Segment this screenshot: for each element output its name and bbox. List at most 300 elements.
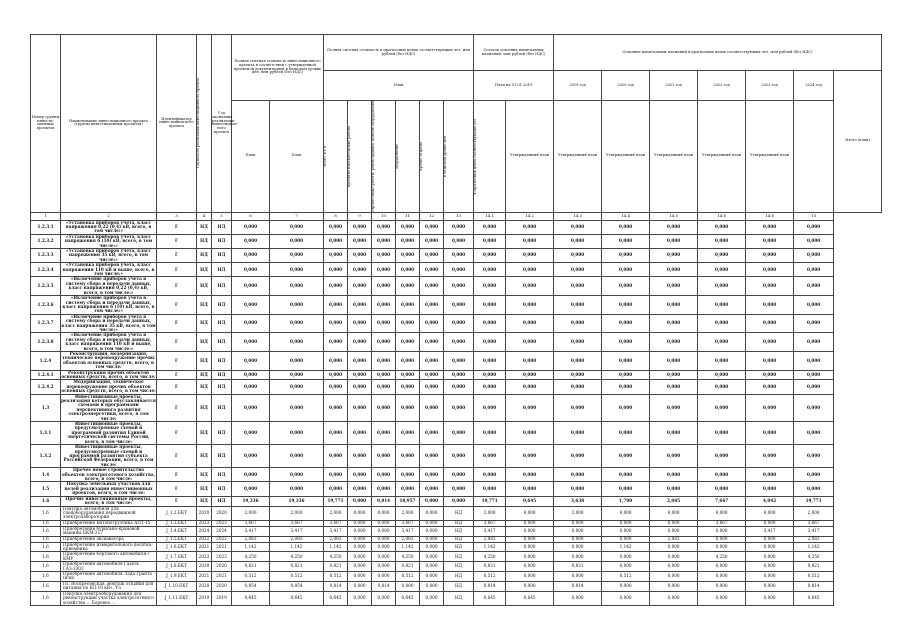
cell-base-plan: 1,142: [232, 542, 270, 552]
cell-remaining-base: 0,000: [444, 394, 474, 421]
cell-plan-2020: 0,000: [554, 333, 602, 352]
cell-plan-2023: 0,000: [698, 314, 746, 333]
cell-plan-2022: 0,000: [650, 296, 698, 315]
cell-forecast-total: 0,000: [324, 468, 348, 482]
cell-plan-2022: 0,000: [650, 263, 698, 277]
header-year-2024: 2024 год: [794, 71, 834, 101]
cell-design-works: 0,000: [348, 496, 372, 506]
cell-remaining-base: НД: [444, 536, 474, 542]
cell-remaining-forecast: 0,000: [474, 314, 506, 333]
cell-plan-2019: 0,000: [506, 314, 554, 333]
header-project-name: Наименование инвестиционного проекта (группы инвестиционных проектов): [61, 35, 157, 213]
cell-plan-2024: 0,000: [746, 234, 794, 248]
cell-remaining-forecast: 2,083: [474, 536, 506, 542]
cell-base-plan: 0,000: [232, 351, 270, 370]
cell-forecast-total: 0,000: [324, 482, 348, 496]
cell-remaining-forecast: 0,000: [474, 380, 506, 394]
cell-total-plan: 0,000: [794, 249, 834, 263]
cell-plan-2023: 0,000: [698, 506, 746, 520]
cell-equipment: 0,000: [396, 234, 420, 248]
cell-remaining-forecast: 0,000: [474, 263, 506, 277]
cell-start-year: 2024: [197, 526, 212, 536]
cell-plan-2021: 0,000: [602, 422, 650, 445]
cell-plan-2024: 0,000: [746, 394, 794, 421]
column-number: 14.3: [554, 212, 602, 220]
cell-remaining-forecast: 0,000: [474, 296, 506, 315]
cell-base-plan: 0,000: [232, 263, 270, 277]
cell-end-year: 2023: [212, 552, 232, 562]
cell-other-costs: 0,000: [420, 572, 444, 582]
cell-project-id: Г: [157, 422, 197, 445]
cell-design-works: 0,000: [348, 542, 372, 552]
cell-project-name: «Включение приборов учета в систему сбора и передачи данных, класс напряжения 110 кВ и выше, всего, в том числе:»: [61, 333, 157, 352]
cell-remaining-base: НД: [444, 526, 474, 536]
cell-forecast-total: 0,000: [324, 422, 348, 445]
cell-remaining-forecast: 0,814: [474, 581, 506, 591]
cell-base-plan: 0,000: [232, 370, 270, 380]
cell-plan-2022: 0,000: [650, 552, 698, 562]
cell-base-plan-2: 2,000: [270, 506, 324, 520]
cell-equipment: 0,000: [396, 296, 420, 315]
cell-other-costs: 0,000: [420, 370, 444, 380]
column-numbers: [31, 212, 882, 220]
cell-total-plan: 0,000: [794, 351, 834, 370]
cell-end-year: НД: [212, 422, 232, 445]
table-row: [31, 263, 882, 277]
cell-plan-2022: 0,000: [650, 277, 698, 296]
cell-plan-2020: 0,000: [554, 370, 602, 380]
header-forecast-cost: Полная сметная стоимость в прогнозных ценах соответствующих лет, млн рублей (без НДС): [324, 35, 474, 71]
cell-plan-2021: 0,000: [602, 263, 650, 277]
cell-remaining-forecast: 4,250: [474, 552, 506, 562]
cell-start-year: 2019: [197, 591, 212, 605]
cell-plan-2020: 0,000: [554, 445, 602, 468]
cell-remaining-forecast: 0,000: [474, 482, 506, 496]
cell-group-number: 1.6: [31, 536, 61, 542]
cell-start-year: НД: [197, 314, 212, 333]
cell-other-costs: 0,000: [420, 234, 444, 248]
cell-design-works: 0,000: [348, 552, 372, 562]
cell-remaining-base: 0,000: [444, 496, 474, 506]
cell-plan-2022: 0,000: [650, 249, 698, 263]
table-row: [31, 249, 882, 263]
header-year-2022: 2022 год: [698, 71, 746, 101]
cell-design-works: 0,000: [348, 445, 372, 468]
cell-group-number: 1.2.3.5: [31, 277, 61, 296]
cell-plan-2020: 0,000: [554, 394, 602, 421]
cell-plan-2024: 0,000: [746, 562, 794, 572]
cell-remaining-forecast: 0,000: [474, 277, 506, 296]
cell-start-year: НД: [197, 263, 212, 277]
cell-other-costs: 0,000: [420, 422, 444, 445]
cell-plan-2024: 0,000: [746, 351, 794, 370]
cell-end-year: 2022: [212, 536, 232, 542]
cell-group-number: 1.6: [31, 520, 61, 526]
cell-equipment: 0,000: [396, 220, 420, 234]
cell-design-works: 0,000: [348, 572, 372, 582]
cell-project-name: ПС Воскресенская, монтаж отпайки для питания по ВЛ-10 кВ», Ул: [61, 581, 157, 591]
cell-other-costs: 0,000: [420, 581, 444, 591]
cell-plan-2020: 0,000: [554, 542, 602, 552]
cell-plan-2021: 0,000: [602, 296, 650, 315]
cell-project-name: Приобретение автомобиля Лада Гранта (или): [61, 572, 157, 582]
cell-remaining-base: НД: [444, 591, 474, 605]
cell-group-number: 1.2.4.1: [31, 370, 61, 380]
cell-base-plan: 0,000: [232, 277, 270, 296]
cell-design-works: 0,000: [348, 422, 372, 445]
cell-remaining-forecast: 0,000: [474, 351, 506, 370]
cell-project-id: J_1.7.ЕКТ: [157, 552, 197, 562]
cell-plan-2022: 0,000: [650, 581, 698, 591]
cell-remaining-base: НД: [444, 520, 474, 526]
cell-remaining-forecast: 0,000: [474, 370, 506, 380]
cell-plan-2019: 0,000: [506, 581, 554, 591]
cell-plan-2019: 0,645: [506, 591, 554, 605]
cell-forecast-total: 0,000: [324, 296, 348, 315]
cell-equipment: 0,000: [396, 445, 420, 468]
cell-plan-2021: 1,142: [602, 542, 650, 552]
header-capital-investment: Освоение капитальных вложений в прогнозных ценах соответствующих лет, млн рублей (без НДС): [554, 35, 882, 71]
cell-other-costs: 0,000: [420, 506, 444, 520]
cell-start-year: НД: [197, 220, 212, 234]
cell-total-plan: 0,814: [794, 581, 834, 591]
cell-end-year: 2019: [212, 591, 232, 605]
cell-plan-2023: 0,000: [698, 536, 746, 542]
cell-remaining-forecast: 0,000: [474, 249, 506, 263]
cell-plan-2021: 0,000: [602, 394, 650, 421]
table-row: [31, 581, 882, 591]
cell-remaining-forecast: 0,512: [474, 572, 506, 582]
cell-project-id: J_1.9.ЕКТ: [157, 572, 197, 582]
cell-plan-2022: 0,000: [650, 394, 698, 421]
cell-other-costs: 0,000: [420, 263, 444, 277]
cell-base-plan-2: 19,336: [270, 496, 324, 506]
cell-group-number: 1.6: [31, 542, 61, 552]
table-body: [31, 220, 882, 605]
cell-plan-2019: 0,000: [506, 234, 554, 248]
cell-end-year: НД: [212, 380, 232, 394]
cell-forecast-total: 0,000: [324, 370, 348, 380]
column-number: 14.5: [650, 212, 698, 220]
cell-other-costs: 0,000: [420, 296, 444, 315]
cell-base-plan-2: 0,000: [270, 380, 324, 394]
cell-plan-2021: 0,000: [602, 591, 650, 605]
cell-plan-2022: 0,000: [650, 468, 698, 482]
cell-construction: 0,000: [372, 380, 396, 394]
cell-base-plan-2: 0,854: [270, 581, 324, 591]
header-plan-2019: Утвержденный план: [506, 101, 554, 213]
cell-plan-2023: 0,000: [698, 370, 746, 380]
cell-start-year: НД: [197, 445, 212, 468]
header-plan-2022: Утвержденный план: [650, 101, 698, 213]
cell-base-plan: 0,000: [232, 249, 270, 263]
cell-project-name: Приобретение автомобиля Газель ГАЗ-3302: [61, 562, 157, 572]
investment-program-sheet: [30, 34, 882, 606]
cell-total-plan: 0,000: [794, 220, 834, 234]
cell-plan-2021: 0,000: [602, 482, 650, 496]
cell-plan-2019: 0,000: [506, 536, 554, 542]
cell-construction: 0,000: [372, 333, 396, 352]
cell-other-costs: 0,000: [420, 468, 444, 482]
cell-plan-2020: 0,000: [554, 220, 602, 234]
cell-base-plan: 0,000: [232, 220, 270, 234]
header-year-2021: 2021 год: [650, 71, 698, 101]
cell-design-works: 0,000: [348, 394, 372, 421]
cell-plan-2023: 0,000: [698, 249, 746, 263]
cell-design-works: 0,000: [348, 314, 372, 333]
cell-forecast-total: 19,771: [324, 496, 348, 506]
cell-plan-2023: 0,000: [698, 277, 746, 296]
cell-plan-2020: 2,000: [554, 506, 602, 520]
cell-base-plan: 19,336: [232, 496, 270, 506]
header-end-year: Год окончания реализации инвестицион-ного проекта: [212, 35, 232, 213]
cell-project-id: Г: [157, 370, 197, 380]
cell-base-plan: 0,000: [232, 468, 270, 482]
table-row: [31, 482, 882, 496]
cell-plan-2023: 0,000: [698, 581, 746, 591]
table-row: [31, 526, 882, 536]
cell-group-number: 1.5: [31, 482, 61, 496]
cell-base-plan: 0,000: [232, 422, 270, 445]
cell-remaining-base: 0,000: [444, 380, 474, 394]
cell-remaining-base: 0,000: [444, 220, 474, 234]
cell-equipment: 0,000: [396, 314, 420, 333]
cell-equipment: 0,000: [396, 380, 420, 394]
cell-plan-2020: 0,000: [554, 572, 602, 582]
cell-forecast-total: 0,512: [324, 572, 348, 582]
column-number: 14.2: [506, 212, 554, 220]
cell-base-plan: 0,000: [232, 445, 270, 468]
cell-plan-2023: 0,000: [698, 422, 746, 445]
cell-plan-2023: 0,000: [698, 234, 746, 248]
cell-remaining-base: 0,000: [444, 314, 474, 333]
cell-end-year: НД: [212, 263, 232, 277]
cell-plan-2019: 0,000: [506, 445, 554, 468]
cell-remaining-base: 0,000: [444, 370, 474, 380]
cell-base-plan: 0,000: [232, 314, 270, 333]
table-row: [31, 370, 882, 380]
cell-end-year: НД: [212, 296, 232, 315]
cell-group-number: 1.2.4: [31, 351, 61, 370]
cell-plan-2024: 0,000: [746, 445, 794, 468]
cell-total-plan: 0,000: [794, 277, 834, 296]
cell-project-name: Прочее новое строительство объектов электросетевого хозяйства, всего, в том числе:: [61, 467, 156, 481]
cell-design-works: 0,000: [348, 482, 372, 496]
cell-plan-2019: 0,645: [506, 496, 554, 506]
column-number: 14.6: [746, 212, 794, 220]
cell-project-name: «Установка приборов учета, класс напряжения 110 кВ и выше, всего, в том числе:»: [61, 263, 157, 277]
cell-design-works: 0,000: [348, 277, 372, 296]
cell-project-id: Г: [157, 394, 197, 421]
cell-equipment: 0,000: [396, 422, 420, 445]
cell-plan-2020: 0,814: [554, 581, 602, 591]
cell-group-number: 1.2.3.7: [31, 314, 61, 333]
cell-plan-2021: 0,000: [602, 562, 650, 572]
cell-base-plan: 3,667: [232, 520, 270, 526]
cell-end-year: НД: [212, 394, 232, 421]
cell-forecast-total: 3,667: [324, 520, 348, 526]
cell-total-plan: 0,512: [794, 572, 834, 582]
cell-plan-2021: 0,000: [602, 520, 650, 526]
cell-plan-2022: 0,000: [650, 351, 698, 370]
cell-project-id: J_1.6.ЕКТ: [157, 542, 197, 552]
cell-plan-2023: 0,000: [698, 468, 746, 482]
cell-plan-2019: 0,000: [506, 506, 554, 520]
table-row: [31, 468, 882, 482]
cell-equipment: 3,417: [396, 526, 420, 536]
cell-group-number: 1.6: [31, 552, 61, 562]
cell-other-costs: 0,000: [420, 542, 444, 552]
table-row: [31, 234, 882, 248]
cell-project-name: Покупка электрооборудования для реконструкции участка электросетевого хозяйства ... Боровое ...: [61, 591, 157, 605]
column-number: 7: [270, 212, 324, 220]
cell-plan-2022: 0,000: [650, 572, 698, 582]
cell-equipment: 0,645: [396, 591, 420, 605]
cell-forecast-total: 0,000: [324, 351, 348, 370]
cell-end-year: НД: [212, 220, 232, 234]
cell-project-id: J_1.5.ЕКТ: [157, 536, 197, 542]
cell-plan-2024: 0,000: [746, 542, 794, 552]
cell-equipment: 0,000: [396, 482, 420, 496]
cell-start-year: НД: [197, 333, 212, 352]
cell-equipment: 1,142: [396, 542, 420, 552]
cell-plan-2020: 0,000: [554, 296, 602, 315]
cell-start-year: 2021: [197, 542, 212, 552]
cell-construction: 0,000: [372, 562, 396, 572]
table-row: [31, 296, 882, 315]
cell-project-name: Реконструкция, модернизация, техническое перевооружение прочих объектов основных средств, всего, в том числе:: [62, 350, 155, 370]
cell-equipment: 0,000: [396, 277, 420, 296]
cell-start-year: 2021: [197, 572, 212, 582]
cell-end-year: НД: [212, 370, 232, 380]
cell-start-year: НД: [197, 296, 212, 315]
cell-plan-2024: 4,042: [746, 496, 794, 506]
cell-base-plan: 0,000: [232, 482, 270, 496]
cell-plan-2021: 1,700: [602, 496, 650, 506]
header-project-id: Идентификатор инвестицион-ного проекта: [157, 35, 197, 213]
cell-start-year: НД: [197, 468, 212, 482]
cell-plan-2019: 0,000: [506, 333, 554, 352]
cell-project-id: Г: [157, 380, 197, 394]
cell-base-plan: 2,083: [232, 536, 270, 542]
header-remaining-forecast: в прогнозных ценах соответствующих лет: [474, 101, 506, 213]
cell-equipment: 0,000: [396, 468, 420, 482]
cell-plan-2021: 0,000: [602, 234, 650, 248]
cell-remaining-forecast: 0,000: [474, 468, 506, 482]
cell-project-id: Г: [157, 333, 197, 352]
cell-equipment: 0,512: [396, 572, 420, 582]
column-number: 1: [31, 212, 61, 220]
cell-base-plan: 0,000: [232, 394, 270, 421]
cell-start-year: НД: [197, 380, 212, 394]
cell-design-works: 0,000: [348, 351, 372, 370]
cell-base-plan-2: 0,512: [270, 572, 324, 582]
cell-other-costs: 0,000: [420, 482, 444, 496]
cell-project-name: «Включение приборов учета в систему сбора и передачи данных, класс напряжения 6 (10) кВ, всего, в том числе:»: [62, 295, 155, 314]
cell-end-year: НД: [212, 496, 232, 506]
cell-project-id: Г: [157, 314, 197, 333]
cell-plan-2023: 0,000: [698, 482, 746, 496]
header-start-year: Год начала реализации инвестиционного проекта: [197, 35, 212, 213]
cell-group-number: 1.2.3.4: [31, 263, 61, 277]
cell-project-name: Приобретение бурильно-крановой машины БКМ-317: [61, 526, 157, 536]
cell-project-id: J_1.8.ЕКТ: [157, 562, 197, 572]
cell-plan-2023: 0,000: [698, 380, 746, 394]
cell-end-year: 2020: [212, 506, 232, 520]
cell-design-works: 0,000: [348, 220, 372, 234]
cell-end-year: НД: [212, 277, 232, 296]
cell-plan-2024: 0,000: [746, 422, 794, 445]
table-row: [31, 445, 882, 468]
cell-base-plan-2: 0,000: [270, 333, 324, 352]
cell-construction: 0,000: [372, 526, 396, 536]
cell-plan-2022: 0,000: [650, 422, 698, 445]
cell-plan-2022: 0,000: [650, 234, 698, 248]
cell-construction: 0,000: [372, 351, 396, 370]
table-row: [31, 380, 882, 394]
cell-equipment: 4,250: [396, 552, 420, 562]
cell-plan-2023: 7,667: [698, 496, 746, 506]
column-number: 2: [61, 212, 157, 220]
cell-end-year: НД: [212, 351, 232, 370]
cell-project-id: Г: [157, 468, 197, 482]
cell-base-plan-2: 0,000: [270, 351, 324, 370]
cell-plan-2019: 0,000: [506, 351, 554, 370]
cell-base-plan: 0,821: [232, 562, 270, 572]
table-row: [31, 277, 882, 296]
cell-total-plan: 4,250: [794, 552, 834, 562]
cell-other-costs: 0,000: [420, 220, 444, 234]
cell-construction: 0,814: [372, 581, 396, 591]
cell-forecast-total: 0,000: [324, 220, 348, 234]
cell-other-costs: 0,000: [420, 445, 444, 468]
cell-plan-2021: 0,000: [602, 277, 650, 296]
cell-forecast-total: 0,645: [324, 591, 348, 605]
cell-base-plan-2: 0,000: [270, 234, 324, 248]
cell-project-id: Г: [157, 445, 197, 468]
cell-plan-2023: 0,000: [698, 445, 746, 468]
investment-table: [30, 34, 882, 606]
header-forecast-plan: План: [324, 71, 474, 101]
cell-remaining-base: 0,000: [444, 296, 474, 315]
cell-group-number: 1.6: [31, 581, 61, 591]
cell-remaining-base: НД: [444, 581, 474, 591]
cell-plan-2023: 0,000: [698, 526, 746, 536]
column-number: 12: [420, 212, 444, 220]
cell-total-plan: 0,000: [794, 370, 834, 380]
cell-remaining-base: НД: [444, 506, 474, 520]
cell-plan-2020: 0,000: [554, 468, 602, 482]
cell-plan-2020: 0,000: [554, 277, 602, 296]
cell-construction: 0,000: [372, 572, 396, 582]
table-row: [31, 422, 882, 445]
cell-plan-2021: 0,000: [602, 351, 650, 370]
cell-plan-2024: 0,000: [746, 380, 794, 394]
cell-construction: 0,000: [372, 277, 396, 296]
cell-remaining-base: 0,000: [444, 333, 474, 352]
cell-forecast-total: 0,000: [324, 380, 348, 394]
cell-plan-2019: 0,000: [506, 482, 554, 496]
cell-group-number: 1.6: [31, 572, 61, 582]
column-number: 5: [212, 212, 232, 220]
header-other-costs: прочие затраты: [420, 101, 444, 213]
cell-plan-2023: 0,000: [698, 220, 746, 234]
cell-base-plan-2: 4,250: [270, 552, 324, 562]
cell-forecast-total: 0,000: [324, 277, 348, 296]
cell-base-plan-2: 0,000: [270, 263, 324, 277]
header-plan-2020: Утвержденный план: [554, 101, 602, 213]
cell-start-year: НД: [197, 234, 212, 248]
